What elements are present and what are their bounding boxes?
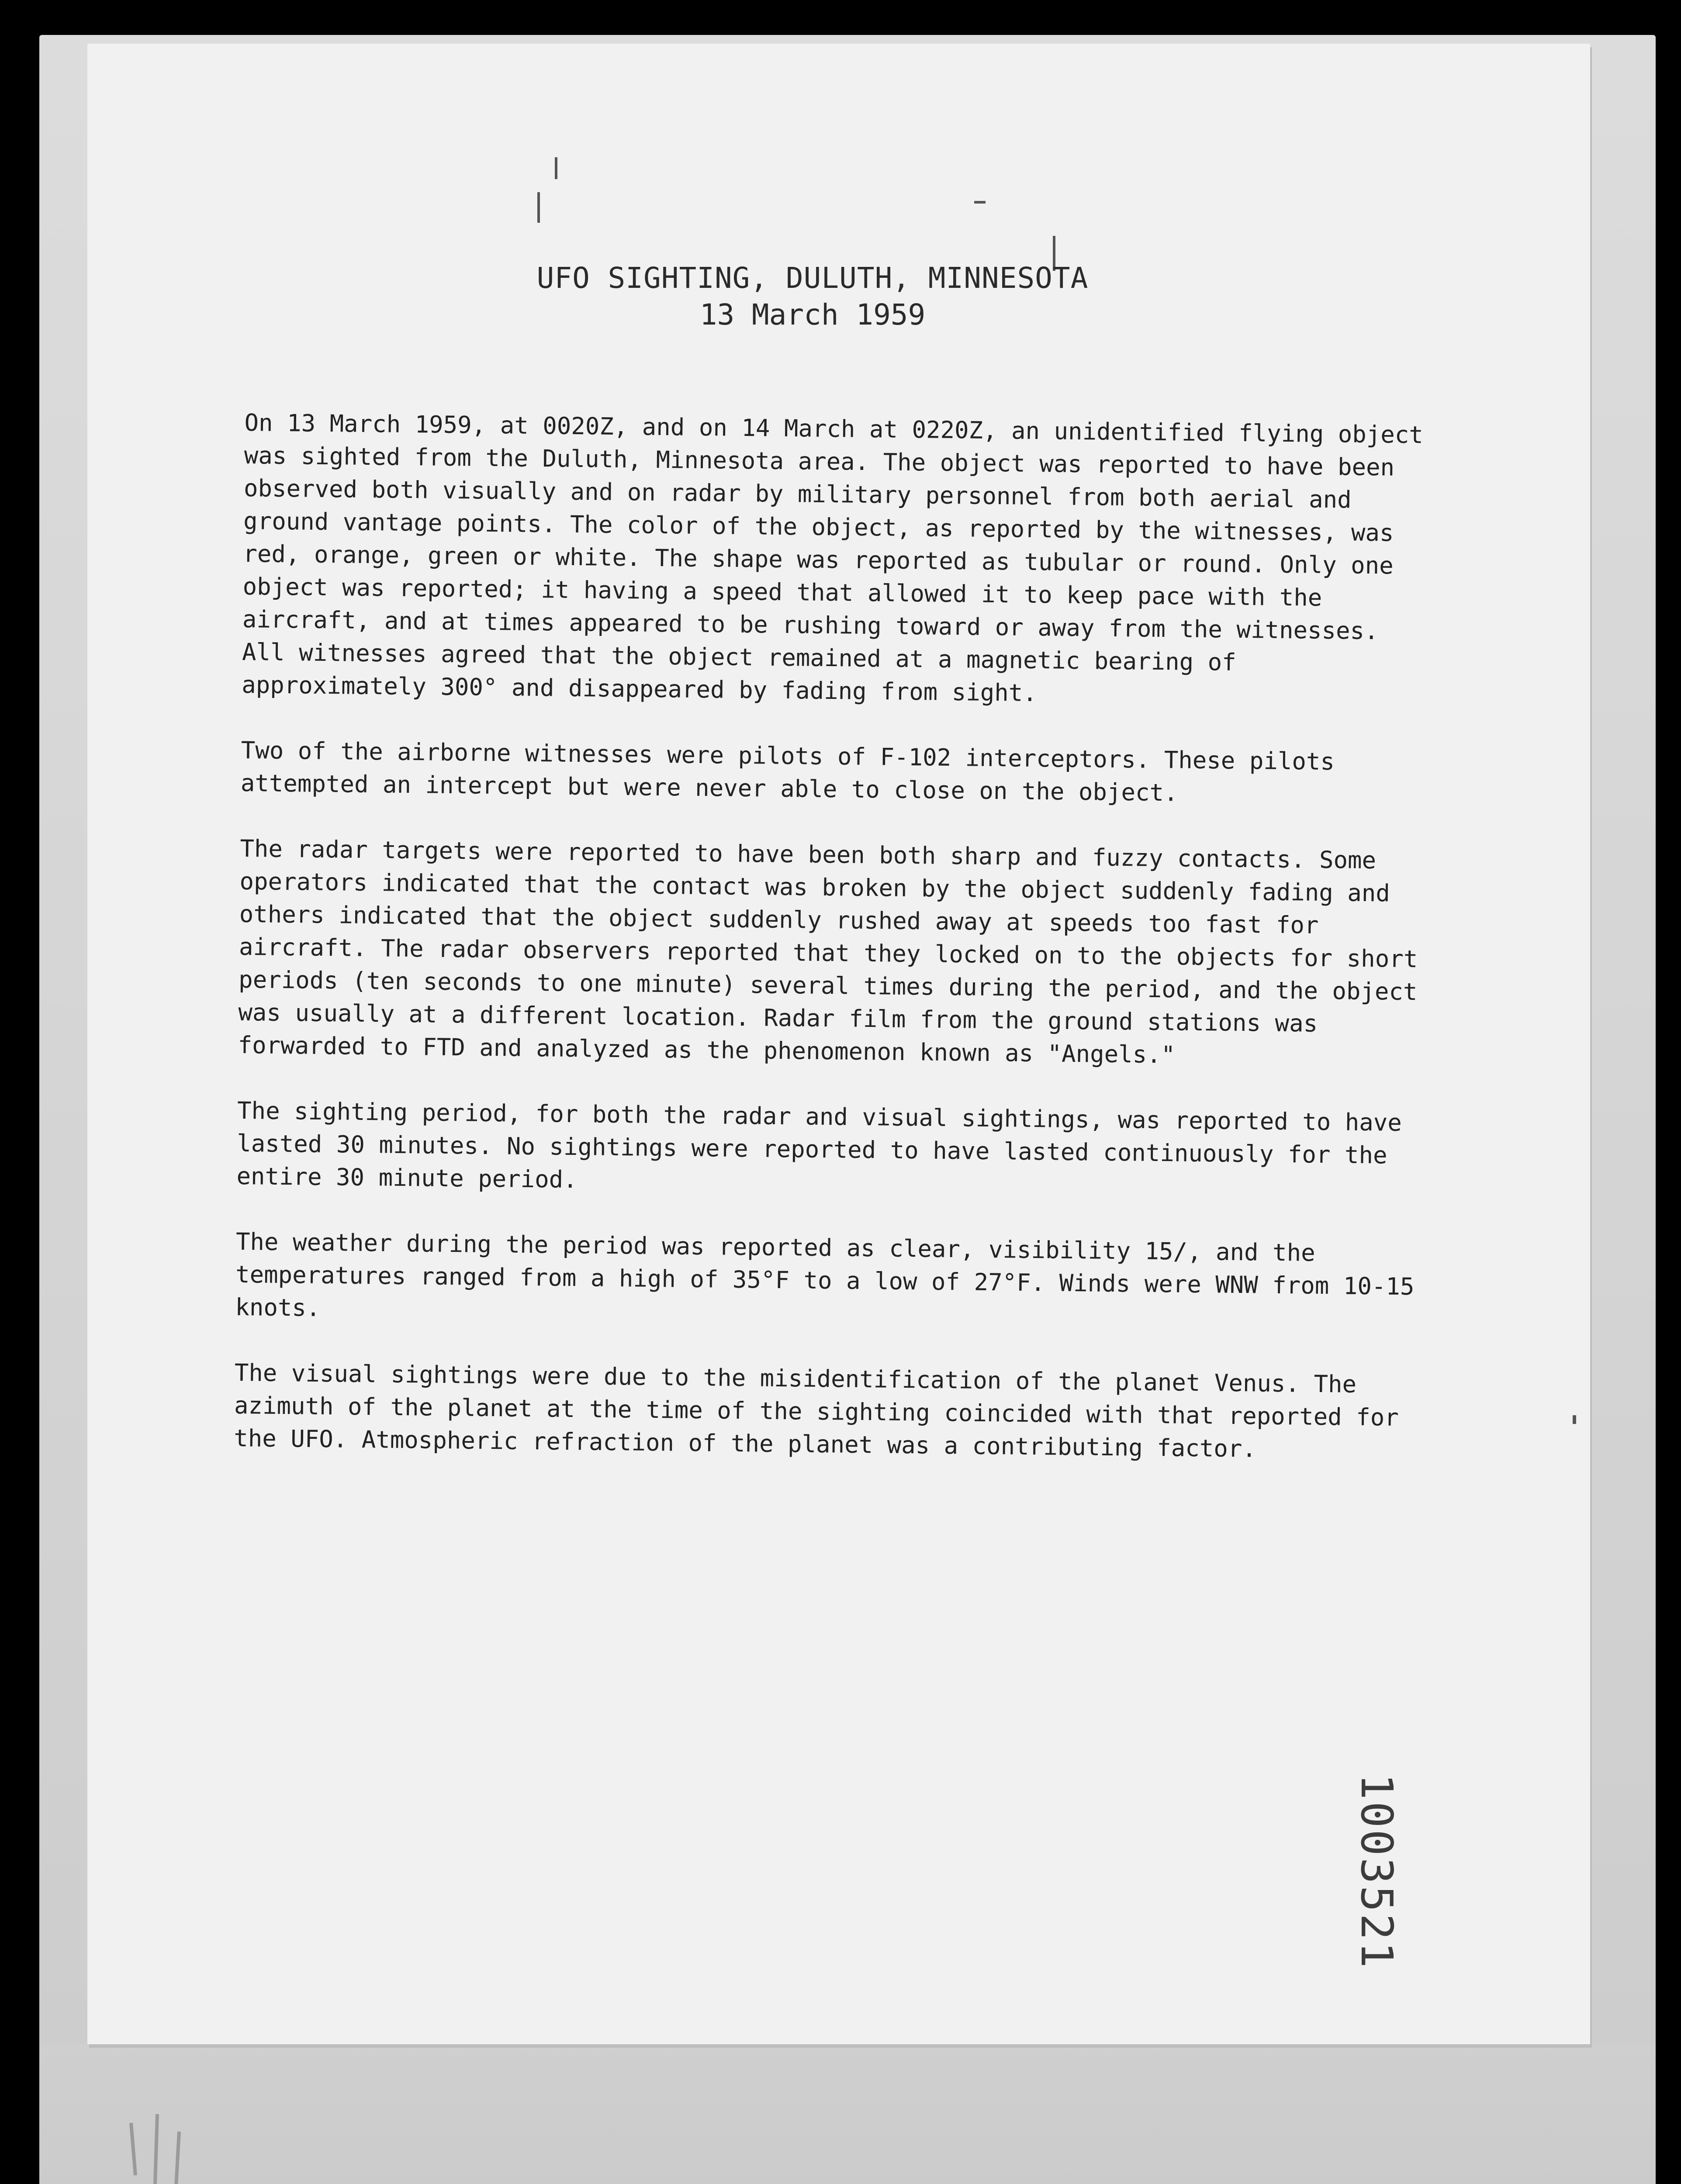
paragraph-period: The sighting period, for both the radar and visual sightings, was reported to have lasted 30 minutes. No sightings were reported to have lasted continuously for the entire 30 minute period. [236,1096,1402,1194]
backing-sheet-lower [39,2044,1656,2184]
paragraph-weather: The weather during the period was reported as clear, visibility 15/, and the temperatures ranged from a high of 35°F to a low of 27°F. Winds were WNW from 10-15 knots. [235,1227,1415,1322]
document-body [233,406,1433,1500]
stray-mark [555,157,557,179]
document-page [87,44,1590,2044]
document-header [87,260,1590,333]
archive-stamp: 1003521 [1351,1773,1402,1970]
document-date: 13 March 1959 [699,298,926,332]
stray-mark [1573,1415,1576,1424]
document-title: UFO SIGHTING, DULUTH, MINNESOTA [536,261,1089,295]
handwritten-scribble [79,2097,236,2184]
paragraph-interceptors: Two of the airborne witnesses were pilots of F-102 interceptors. These pilots attempted an intercept but were never able to close on the object. [240,736,1335,807]
stray-mark [537,192,540,223]
paragraph-radar: The radar targets were reported to have been both sharp and fuzzy contacts. Some operators indicated that the contact was broken by the object suddenly fading and others indicated that the object suddenly rushed away at speeds too fast for aircraft. The radar observers reported that they locked on to the objects for short periods (ten seconds to one minute) several times during the period, and the object was usually at a different location. Radar film from the ground stations was forwarded to FTD and analyzed as the phenomenon known as "Angels." [238,834,1418,1069]
paragraph-conclusion: The visual sightings were due to the misidentification of the planet Venus. The azimuth of the planet at the time of the sighting coincided with that reported for the UFO. Atmospheric refraction of the planet was a contributing factor. [233,1358,1399,1463]
paragraph-summary: On 13 March 1959, at 0020Z, and on 14 March at 0220Z, an unidentified flying object was sighted from the Duluth, Minnesota area. The object was reported to have been observed both visually and on radar by military personnel from both aerial and ground vantage points. The color of the object, as reported by the witnesses, was red, orange, green or white. The shape was reported as tubular or round. Only one object was reported; it having a speed that allowed it to keep pace with the aircraft, and at times appeared to be rushing toward or away from the witnesses. All witnesses agreed that the object remained at a magnetic bearing of approximately 300° and disappeared by fading from sight. [241,408,1424,707]
stray-mark [974,201,986,204]
